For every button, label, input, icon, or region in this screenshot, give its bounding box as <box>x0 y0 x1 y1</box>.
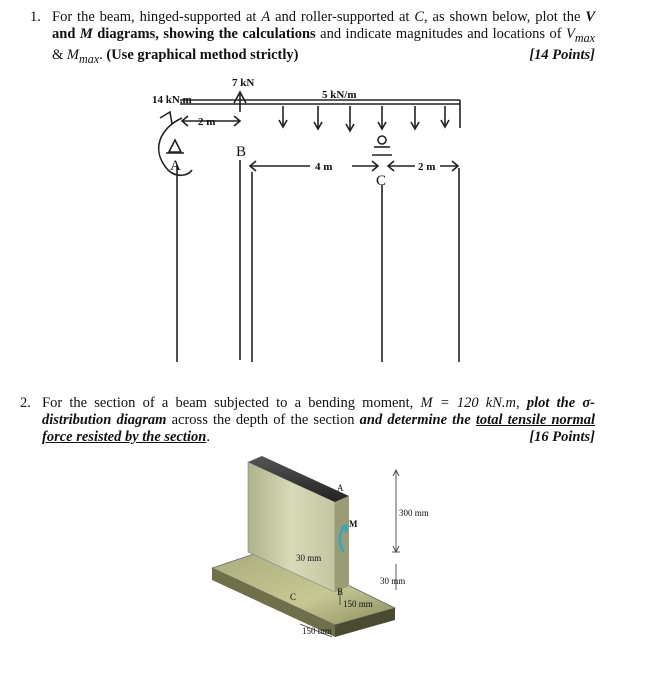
q2-total: total tensile normal force resisted by the section <box>42 412 595 445</box>
q1-label-c: C <box>414 9 424 25</box>
question-1-points: [14 Points] <box>529 46 595 63</box>
q1-text-a: For the beam, hinged-supported at <box>52 9 262 25</box>
q2-determine: and determine the <box>359 412 476 428</box>
dim-cd-label: 2 m <box>418 161 436 173</box>
label-b: B <box>236 144 247 160</box>
dim-150mm-right-label: 150 mm <box>343 599 373 609</box>
dim-150mm-bottom-label: 150 mm <box>302 626 332 636</box>
q2-text-b: across the depth of the section <box>166 412 360 428</box>
moment-arrow-head <box>160 112 172 124</box>
udl-arrows <box>279 106 449 131</box>
q1-text-b: and roller-supported at <box>270 9 415 25</box>
dim-bc-label: 4 m <box>315 161 333 173</box>
dim-300mm-label: 300 mm <box>399 508 429 518</box>
question-2 <box>20 395 595 446</box>
dim-30mm-web-label: 30 mm <box>296 553 322 563</box>
q1-text-e: and indicate magnitudes and locations of <box>315 26 567 42</box>
label-c: C <box>376 173 387 189</box>
t-section-figure <box>0 440 647 700</box>
q2-text-a: For the section of a beam subjected to a bending moment, <box>42 395 421 411</box>
roller-support-c <box>378 136 386 144</box>
q1-mmax: M <box>66 46 79 63</box>
q1-v: V <box>585 9 596 25</box>
web-side-face <box>335 496 349 592</box>
label-a: A <box>170 158 181 174</box>
dim-ab-label: 2 m <box>198 116 216 128</box>
q1-text-c: , as shown below, plot the <box>423 9 586 25</box>
moment-label: 14 kN.m <box>152 94 192 106</box>
section-label-m: M <box>349 519 358 529</box>
dim-30mm-flange-label: 30 mm <box>380 576 406 586</box>
q1-vmax-sub: max <box>574 30 595 45</box>
q1-and: and <box>52 26 80 42</box>
q2-plot: plot the σ-distribution diagram <box>42 395 595 428</box>
q1-vmax: V <box>566 26 575 42</box>
question-2-number: 2. <box>20 395 31 411</box>
q1-amp: & <box>52 46 67 63</box>
q1-text-d: diagrams, showing the calculations <box>92 26 316 42</box>
load-7kn-label: 7 kN <box>232 77 255 89</box>
question-2-points: [16 Points] <box>529 429 595 445</box>
question-1-number: 1. <box>30 9 41 25</box>
question-2-text <box>42 395 595 446</box>
section-label-b: B <box>337 587 344 597</box>
section-label-a: A <box>337 483 344 493</box>
q1-label-a: A <box>261 9 271 25</box>
q1-method: (Use graphical method strictly) <box>106 46 299 63</box>
q2-end: . <box>206 429 210 445</box>
udl-label: 5 kN/m <box>322 89 357 101</box>
q2-equation: M = 120 kN.m, <box>420 395 527 411</box>
q1-mmax-sub: max <box>79 51 100 66</box>
hinge-support-a <box>169 140 181 152</box>
q1-m: M <box>79 26 93 42</box>
q1-text-f: . <box>99 46 107 63</box>
section-label-c: C <box>290 592 297 602</box>
